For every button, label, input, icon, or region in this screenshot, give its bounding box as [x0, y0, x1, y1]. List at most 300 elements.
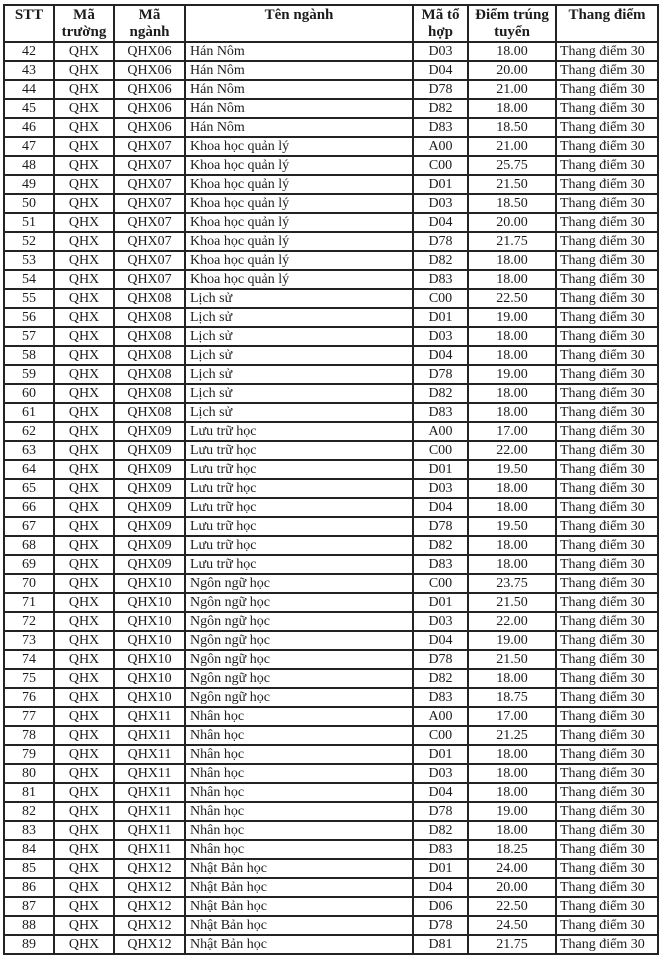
cell-ma_to_hop: D03 — [413, 479, 468, 498]
cell-ma_truong: QHX — [54, 593, 114, 612]
cell-ma_truong: QHX — [54, 80, 114, 99]
cell-ma_truong: QHX — [54, 916, 114, 935]
cell-diem_trung_tuyen: 19.50 — [468, 517, 556, 536]
cell-diem_trung_tuyen: 18.00 — [468, 270, 556, 289]
cell-stt: 82 — [4, 802, 54, 821]
cell-ten_nganh: Lịch sử — [185, 403, 413, 422]
cell-diem_trung_tuyen: 24.00 — [468, 859, 556, 878]
cell-ma_to_hop: D04 — [413, 498, 468, 517]
cell-ma_nganh: QHX08 — [114, 289, 185, 308]
cell-thang_diem: Thang điểm 30 — [556, 498, 658, 517]
cell-thang_diem: Thang điểm 30 — [556, 327, 658, 346]
cell-ma_nganh: QHX07 — [114, 194, 185, 213]
table-row — [4, 821, 658, 840]
cell-stt: 77 — [4, 707, 54, 726]
table-row — [4, 175, 658, 194]
cell-ma_nganh: QHX10 — [114, 669, 185, 688]
cell-ten_nganh: Khoa học quản lý — [185, 251, 413, 270]
cell-ten_nganh: Lưu trữ học — [185, 479, 413, 498]
cell-ten_nganh: Lịch sử — [185, 346, 413, 365]
cell-ma_to_hop: D04 — [413, 878, 468, 897]
cell-ma_nganh: QHX11 — [114, 726, 185, 745]
table-row — [4, 707, 658, 726]
cell-stt: 66 — [4, 498, 54, 517]
cell-thang_diem: Thang điểm 30 — [556, 555, 658, 574]
cell-ma_nganh: QHX06 — [114, 61, 185, 80]
cell-ma_nganh: QHX08 — [114, 308, 185, 327]
cell-ma_to_hop: D04 — [413, 61, 468, 80]
cell-ma_nganh: QHX11 — [114, 802, 185, 821]
cell-diem_trung_tuyen: 18.00 — [468, 99, 556, 118]
cell-ma_to_hop: D83 — [413, 840, 468, 859]
cell-ma_truong: QHX — [54, 460, 114, 479]
cell-stt: 74 — [4, 650, 54, 669]
cell-diem_trung_tuyen: 23.75 — [468, 574, 556, 593]
table-row — [4, 270, 658, 289]
cell-diem_trung_tuyen: 19.00 — [468, 308, 556, 327]
cell-stt: 78 — [4, 726, 54, 745]
cell-ma_to_hop: D01 — [413, 308, 468, 327]
table-row — [4, 61, 658, 80]
cell-ma_to_hop: D82 — [413, 384, 468, 403]
cell-diem_trung_tuyen: 18.00 — [468, 536, 556, 555]
table-row — [4, 441, 658, 460]
cell-thang_diem: Thang điểm 30 — [556, 194, 658, 213]
cell-ten_nganh: Nhật Bản học — [185, 878, 413, 897]
cell-thang_diem: Thang điểm 30 — [556, 707, 658, 726]
table-row — [4, 878, 658, 897]
cell-ten_nganh: Hán Nôm — [185, 42, 413, 61]
cell-ten_nganh: Nhật Bản học — [185, 935, 413, 954]
cell-thang_diem: Thang điểm 30 — [556, 726, 658, 745]
cell-ma_nganh: QHX11 — [114, 783, 185, 802]
cell-diem_trung_tuyen: 19.00 — [468, 365, 556, 384]
cell-ma_nganh: QHX06 — [114, 42, 185, 61]
cell-thang_diem: Thang điểm 30 — [556, 403, 658, 422]
cell-thang_diem: Thang điểm 30 — [556, 650, 658, 669]
cell-thang_diem: Thang điểm 30 — [556, 289, 658, 308]
table-row — [4, 327, 658, 346]
cell-stt: 56 — [4, 308, 54, 327]
table-row — [4, 536, 658, 555]
cell-ma_to_hop: D81 — [413, 935, 468, 954]
cell-thang_diem: Thang điểm 30 — [556, 631, 658, 650]
cell-stt: 52 — [4, 232, 54, 251]
cell-stt: 64 — [4, 460, 54, 479]
cell-ten_nganh: Nhân học — [185, 783, 413, 802]
column-header-ma_nganh: Mã ngành — [114, 5, 185, 42]
cell-ma_truong: QHX — [54, 745, 114, 764]
cell-ma_to_hop: D83 — [413, 118, 468, 137]
cell-diem_trung_tuyen: 21.25 — [468, 726, 556, 745]
table-row — [4, 498, 658, 517]
cell-stt: 51 — [4, 213, 54, 232]
cell-ma_truong: QHX — [54, 536, 114, 555]
cell-ma_nganh: QHX07 — [114, 251, 185, 270]
cell-stt: 79 — [4, 745, 54, 764]
table-row — [4, 916, 658, 935]
cell-thang_diem: Thang điểm 30 — [556, 612, 658, 631]
cell-thang_diem: Thang điểm 30 — [556, 346, 658, 365]
cell-thang_diem: Thang điểm 30 — [556, 574, 658, 593]
cell-thang_diem: Thang điểm 30 — [556, 137, 658, 156]
cell-diem_trung_tuyen: 22.50 — [468, 289, 556, 308]
cell-diem_trung_tuyen: 18.00 — [468, 745, 556, 764]
cell-ma_to_hop: D78 — [413, 802, 468, 821]
table-row — [4, 460, 658, 479]
cell-ten_nganh: Nhật Bản học — [185, 916, 413, 935]
cell-ma_to_hop: D78 — [413, 232, 468, 251]
cell-thang_diem: Thang điểm 30 — [556, 270, 658, 289]
table-row — [4, 802, 658, 821]
cell-ma_to_hop: D04 — [413, 213, 468, 232]
cell-ma_to_hop: D82 — [413, 536, 468, 555]
cell-ma_to_hop: C00 — [413, 156, 468, 175]
cell-diem_trung_tuyen: 18.00 — [468, 251, 556, 270]
cell-thang_diem: Thang điểm 30 — [556, 213, 658, 232]
cell-ma_nganh: QHX06 — [114, 118, 185, 137]
cell-diem_trung_tuyen: 21.75 — [468, 232, 556, 251]
cell-ma_to_hop: D01 — [413, 175, 468, 194]
cell-thang_diem: Thang điểm 30 — [556, 99, 658, 118]
cell-diem_trung_tuyen: 18.50 — [468, 194, 556, 213]
cell-ma_nganh: QHX09 — [114, 422, 185, 441]
table-row — [4, 308, 658, 327]
table-row — [4, 764, 658, 783]
cell-ten_nganh: Khoa học quản lý — [185, 175, 413, 194]
cell-ten_nganh: Ngôn ngữ học — [185, 593, 413, 612]
cell-ten_nganh: Ngôn ngữ học — [185, 650, 413, 669]
cell-ma_to_hop: D78 — [413, 650, 468, 669]
cell-ma_nganh: QHX08 — [114, 365, 185, 384]
cell-ma_to_hop: D83 — [413, 688, 468, 707]
cell-diem_trung_tuyen: 21.75 — [468, 935, 556, 954]
table-row — [4, 669, 658, 688]
cell-thang_diem: Thang điểm 30 — [556, 422, 658, 441]
cell-diem_trung_tuyen: 22.00 — [468, 612, 556, 631]
table-row — [4, 935, 658, 954]
cell-ma_to_hop: D01 — [413, 859, 468, 878]
cell-ma_to_hop: D78 — [413, 365, 468, 384]
cell-thang_diem: Thang điểm 30 — [556, 821, 658, 840]
cell-ma_truong: QHX — [54, 935, 114, 954]
cell-stt: 46 — [4, 118, 54, 137]
cell-ma_nganh: QHX10 — [114, 688, 185, 707]
cell-ma_to_hop: D04 — [413, 346, 468, 365]
cell-stt: 43 — [4, 61, 54, 80]
cell-stt: 48 — [4, 156, 54, 175]
cell-ten_nganh: Lịch sử — [185, 308, 413, 327]
cell-ma_truong: QHX — [54, 251, 114, 270]
cell-diem_trung_tuyen: 18.00 — [468, 403, 556, 422]
cell-stt: 81 — [4, 783, 54, 802]
cell-diem_trung_tuyen: 17.00 — [468, 707, 556, 726]
cell-thang_diem: Thang điểm 30 — [556, 61, 658, 80]
cell-ma_truong: QHX — [54, 783, 114, 802]
table-row — [4, 156, 658, 175]
cell-ma_nganh: QHX12 — [114, 878, 185, 897]
cell-thang_diem: Thang điểm 30 — [556, 232, 658, 251]
cell-thang_diem: Thang điểm 30 — [556, 156, 658, 175]
cell-diem_trung_tuyen: 17.00 — [468, 422, 556, 441]
cell-ma_nganh: QHX09 — [114, 460, 185, 479]
cell-stt: 58 — [4, 346, 54, 365]
cell-stt: 61 — [4, 403, 54, 422]
cell-stt: 47 — [4, 137, 54, 156]
cell-ma_nganh: QHX07 — [114, 156, 185, 175]
table-row — [4, 783, 658, 802]
column-header-ma_truong: Mã trường — [54, 5, 114, 42]
table-row — [4, 422, 658, 441]
cell-ma_to_hop: D78 — [413, 916, 468, 935]
cell-ma_nganh: QHX09 — [114, 479, 185, 498]
cell-ten_nganh: Nhân học — [185, 840, 413, 859]
cell-diem_trung_tuyen: 19.50 — [468, 460, 556, 479]
cell-thang_diem: Thang điểm 30 — [556, 878, 658, 897]
cell-thang_diem: Thang điểm 30 — [556, 384, 658, 403]
cell-ten_nganh: Hán Nôm — [185, 80, 413, 99]
cell-diem_trung_tuyen: 18.00 — [468, 669, 556, 688]
cell-ma_truong: QHX — [54, 422, 114, 441]
cell-ma_truong: QHX — [54, 479, 114, 498]
cell-thang_diem: Thang điểm 30 — [556, 745, 658, 764]
cell-ma_truong: QHX — [54, 650, 114, 669]
cell-ma_truong: QHX — [54, 821, 114, 840]
cell-stt: 53 — [4, 251, 54, 270]
cell-ma_nganh: QHX08 — [114, 384, 185, 403]
cell-diem_trung_tuyen: 18.00 — [468, 555, 556, 574]
cell-ma_nganh: QHX07 — [114, 213, 185, 232]
cell-ten_nganh: Ngôn ngữ học — [185, 612, 413, 631]
cell-ten_nganh: Nhân học — [185, 802, 413, 821]
cell-ten_nganh: Lưu trữ học — [185, 517, 413, 536]
cell-stt: 62 — [4, 422, 54, 441]
cell-ten_nganh: Nhật Bản học — [185, 897, 413, 916]
cell-ma_nganh: QHX12 — [114, 935, 185, 954]
cell-ten_nganh: Khoa học quản lý — [185, 270, 413, 289]
cell-diem_trung_tuyen: 18.00 — [468, 783, 556, 802]
cell-stt: 59 — [4, 365, 54, 384]
table-row — [4, 574, 658, 593]
table-row — [4, 612, 658, 631]
cell-ma_to_hop: A00 — [413, 422, 468, 441]
cell-ma_nganh: QHX06 — [114, 99, 185, 118]
cell-stt: 73 — [4, 631, 54, 650]
cell-ma_truong: QHX — [54, 289, 114, 308]
table-row — [4, 479, 658, 498]
cell-ma_truong: QHX — [54, 156, 114, 175]
cell-ten_nganh: Lưu trữ học — [185, 422, 413, 441]
cell-diem_trung_tuyen: 22.00 — [468, 441, 556, 460]
cell-thang_diem: Thang điểm 30 — [556, 935, 658, 954]
table-row — [4, 194, 658, 213]
cell-stt: 80 — [4, 764, 54, 783]
cell-ma_truong: QHX — [54, 327, 114, 346]
table-row — [4, 365, 658, 384]
cell-thang_diem: Thang điểm 30 — [556, 460, 658, 479]
cell-ma_nganh: QHX08 — [114, 327, 185, 346]
cell-thang_diem: Thang điểm 30 — [556, 840, 658, 859]
cell-ma_nganh: QHX11 — [114, 764, 185, 783]
cell-ma_truong: QHX — [54, 384, 114, 403]
cell-stt: 84 — [4, 840, 54, 859]
cell-stt: 60 — [4, 384, 54, 403]
cell-diem_trung_tuyen: 18.00 — [468, 384, 556, 403]
cell-ma_truong: QHX — [54, 688, 114, 707]
cell-ma_to_hop: D03 — [413, 42, 468, 61]
cell-stt: 87 — [4, 897, 54, 916]
cell-diem_trung_tuyen: 18.00 — [468, 498, 556, 517]
table-row — [4, 859, 658, 878]
cell-ma_truong: QHX — [54, 308, 114, 327]
cell-ma_nganh: QHX07 — [114, 175, 185, 194]
table-row — [4, 403, 658, 422]
cell-ten_nganh: Nhân học — [185, 764, 413, 783]
cell-ten_nganh: Lưu trữ học — [185, 555, 413, 574]
cell-ten_nganh: Lịch sử — [185, 327, 413, 346]
cell-thang_diem: Thang điểm 30 — [556, 308, 658, 327]
cell-ma_to_hop: A00 — [413, 137, 468, 156]
cell-ma_nganh: QHX10 — [114, 593, 185, 612]
cell-ma_truong: QHX — [54, 840, 114, 859]
cell-stt: 44 — [4, 80, 54, 99]
table-row — [4, 631, 658, 650]
cell-stt: 89 — [4, 935, 54, 954]
cell-ma_to_hop: D06 — [413, 897, 468, 916]
cell-ma_truong: QHX — [54, 517, 114, 536]
cell-ma_truong: QHX — [54, 232, 114, 251]
cell-ma_truong: QHX — [54, 137, 114, 156]
cell-ma_to_hop: D04 — [413, 631, 468, 650]
cell-ten_nganh: Lịch sử — [185, 365, 413, 384]
table-row — [4, 118, 658, 137]
cell-stt: 57 — [4, 327, 54, 346]
cell-ma_nganh: QHX07 — [114, 270, 185, 289]
cell-ten_nganh: Ngôn ngữ học — [185, 631, 413, 650]
cell-diem_trung_tuyen: 18.50 — [468, 118, 556, 137]
cell-ma_truong: QHX — [54, 669, 114, 688]
cell-ma_to_hop: D82 — [413, 99, 468, 118]
cell-ma_truong: QHX — [54, 726, 114, 745]
cell-ma_to_hop: D01 — [413, 593, 468, 612]
cell-thang_diem: Thang điểm 30 — [556, 669, 658, 688]
cell-diem_trung_tuyen: 25.75 — [468, 156, 556, 175]
cell-ma_truong: QHX — [54, 612, 114, 631]
cell-ma_truong: QHX — [54, 802, 114, 821]
cell-ma_nganh: QHX11 — [114, 840, 185, 859]
table-row — [4, 897, 658, 916]
cell-ma_nganh: QHX08 — [114, 403, 185, 422]
cell-thang_diem: Thang điểm 30 — [556, 517, 658, 536]
cell-ma_nganh: QHX12 — [114, 859, 185, 878]
cell-diem_trung_tuyen: 21.00 — [468, 137, 556, 156]
cell-ma_truong: QHX — [54, 42, 114, 61]
cell-ma_truong: QHX — [54, 99, 114, 118]
cell-stt: 45 — [4, 99, 54, 118]
cell-ten_nganh: Ngôn ngữ học — [185, 669, 413, 688]
cell-thang_diem: Thang điểm 30 — [556, 802, 658, 821]
cell-ten_nganh: Ngôn ngữ học — [185, 574, 413, 593]
cell-stt: 86 — [4, 878, 54, 897]
cell-ten_nganh: Lưu trữ học — [185, 441, 413, 460]
cell-ten_nganh: Khoa học quản lý — [185, 232, 413, 251]
cell-ma_truong: QHX — [54, 61, 114, 80]
cell-diem_trung_tuyen: 18.00 — [468, 346, 556, 365]
table-row — [4, 745, 658, 764]
cell-ma_nganh: QHX08 — [114, 346, 185, 365]
cell-ma_truong: QHX — [54, 403, 114, 422]
table-body — [4, 42, 658, 954]
cell-thang_diem: Thang điểm 30 — [556, 593, 658, 612]
cell-ma_nganh: QHX09 — [114, 536, 185, 555]
cell-diem_trung_tuyen: 20.00 — [468, 878, 556, 897]
cell-ma_nganh: QHX07 — [114, 137, 185, 156]
cell-ten_nganh: Nhân học — [185, 726, 413, 745]
cell-stt: 70 — [4, 574, 54, 593]
cell-ma_nganh: QHX09 — [114, 441, 185, 460]
table-row — [4, 650, 658, 669]
cell-ten_nganh: Nhân học — [185, 707, 413, 726]
cell-diem_trung_tuyen: 20.00 — [468, 61, 556, 80]
cell-stt: 54 — [4, 270, 54, 289]
table-row — [4, 384, 658, 403]
table-row — [4, 99, 658, 118]
cell-ma_to_hop: D82 — [413, 669, 468, 688]
cell-diem_trung_tuyen: 20.00 — [468, 213, 556, 232]
cell-ma_truong: QHX — [54, 346, 114, 365]
cell-thang_diem: Thang điểm 30 — [556, 251, 658, 270]
cell-stt: 71 — [4, 593, 54, 612]
cell-diem_trung_tuyen: 22.50 — [468, 897, 556, 916]
cell-ma_truong: QHX — [54, 707, 114, 726]
cell-ma_nganh: QHX06 — [114, 80, 185, 99]
column-header-stt: STT — [4, 5, 54, 42]
cell-diem_trung_tuyen: 19.00 — [468, 631, 556, 650]
table-row — [4, 80, 658, 99]
cell-diem_trung_tuyen: 21.50 — [468, 175, 556, 194]
cell-ma_nganh: QHX11 — [114, 745, 185, 764]
cell-stt: 88 — [4, 916, 54, 935]
cell-ma_truong: QHX — [54, 859, 114, 878]
cell-stt: 42 — [4, 42, 54, 61]
table-row — [4, 726, 658, 745]
cell-thang_diem: Thang điểm 30 — [556, 783, 658, 802]
column-header-ma_to_hop: Mã tổ hợp — [413, 5, 468, 42]
header-row — [4, 5, 658, 42]
cell-ma_nganh: QHX09 — [114, 517, 185, 536]
cell-thang_diem: Thang điểm 30 — [556, 175, 658, 194]
cell-ma_to_hop: D83 — [413, 555, 468, 574]
cell-ma_truong: QHX — [54, 194, 114, 213]
cell-stt: 69 — [4, 555, 54, 574]
cell-stt: 85 — [4, 859, 54, 878]
cell-thang_diem: Thang điểm 30 — [556, 897, 658, 916]
cell-thang_diem: Thang điểm 30 — [556, 859, 658, 878]
cell-diem_trung_tuyen: 18.00 — [468, 42, 556, 61]
table-row — [4, 840, 658, 859]
cell-ma_nganh: QHX10 — [114, 612, 185, 631]
table-row — [4, 42, 658, 61]
cell-ten_nganh: Hán Nôm — [185, 61, 413, 80]
column-header-diem_trung_tuyen: Điểm trúng tuyển — [468, 5, 556, 42]
cell-stt: 55 — [4, 289, 54, 308]
cell-ma_nganh: QHX11 — [114, 821, 185, 840]
cell-ten_nganh: Hán Nôm — [185, 118, 413, 137]
cell-stt: 68 — [4, 536, 54, 555]
cell-thang_diem: Thang điểm 30 — [556, 916, 658, 935]
cell-ma_truong: QHX — [54, 175, 114, 194]
column-header-thang_diem: Thang điểm — [556, 5, 658, 42]
